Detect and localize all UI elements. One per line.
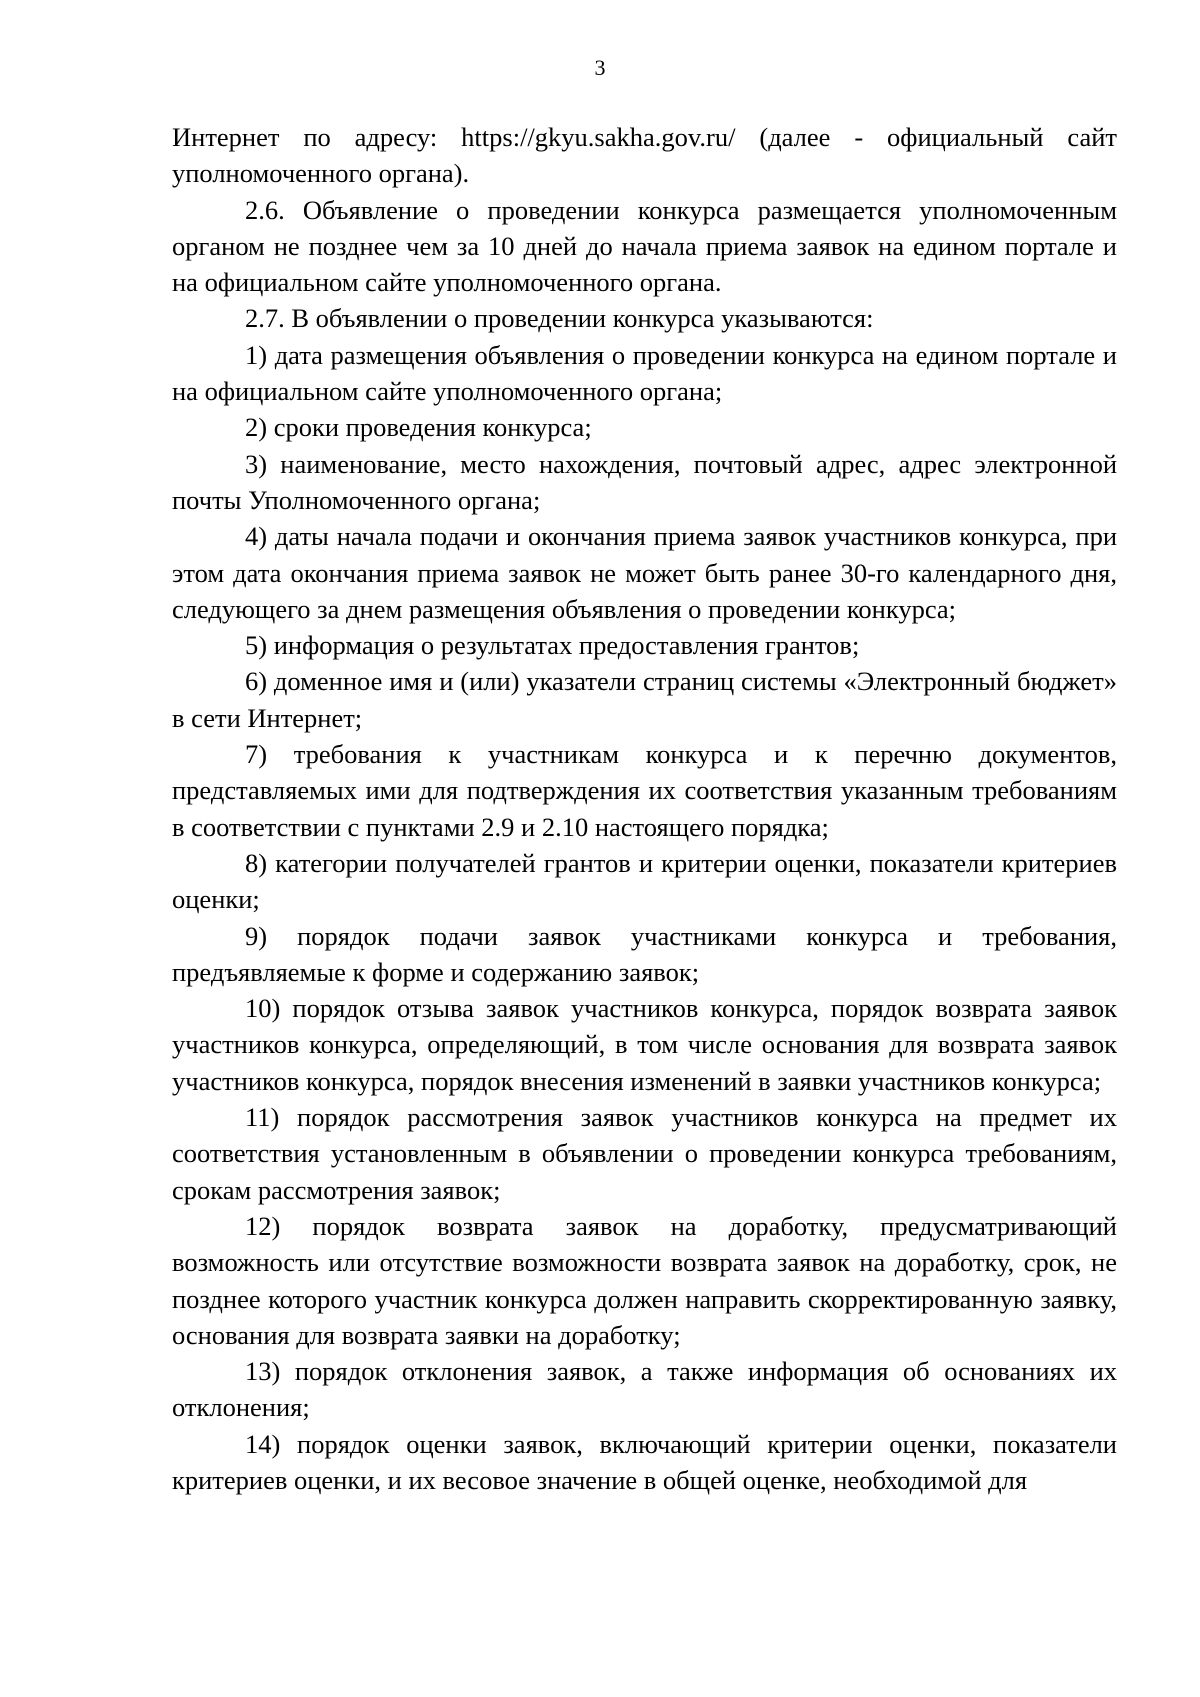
list-item-3: 3) наименование, место нахождения, почтовый адрес, адрес электронной почты Уполномоченного органа; (172, 448, 1117, 515)
paragraph-2-6: 2.6. Объявление о проведении конкурса размещается уполномоченным органом не позднее чем за 10 дней до начала приема заявок на едином портале и на официальном сайте уполномоченного органа. (172, 194, 1117, 298)
list-item-12: 12) порядок возврата заявок на доработку, предусматривающий возможность или отсутствие возможности возврата заявок на доработку, срок, не позднее которого участник конкурса должен направить скорректированную заявку, основания для возврата заявки на доработку; (172, 1210, 1117, 1350)
list-item-5: 5) информация о результатах предоставления грантов; (245, 630, 860, 661)
list-item-11: 11) порядок рассмотрения заявок участников конкурса на предмет их соответствия установленным в объявлении о проведении конкурса требованиям, срокам рассмотрения заявок; (172, 1102, 1117, 1205)
list-item-4: 4) даты начала подачи и окончания приема заявок участников конкурса, при этом дата окончания приема заявок не может быть ранее 30-го календарного дня, следующего за днем размещения объявления о проведении конкурса; (172, 521, 1117, 624)
list-item-2: 2) сроки проведения конкурса; (245, 412, 592, 443)
paragraph-continuation: Интернет по адресу: https://gkyu.sakha.gov.ru/ (далее - официальный сайт уполномоченного органа). (172, 122, 1117, 189)
list-item-7: 7) требования к участникам конкурса и к перечню документов, представляемых ими для подтверждения их соответствия указанным требованиям в соответствии с пунктами 2.9 и 2.10 настоящего порядка; (172, 739, 1117, 842)
page-number: 3 (594, 55, 606, 80)
list-item-1: 1) дата размещения объявления о проведении конкурса на едином портале и на официальном сайте уполномоченного органа; (172, 339, 1117, 407)
list-item-8: 8) категории получателей грантов и критерии оценки, показатели критериев оценки; (172, 847, 1117, 915)
list-item-6: 6) доменное имя и (или) указатели страниц системы «Электронный бюджет» в сети Интернет; (172, 666, 1117, 733)
list-item-13: 13) порядок отклонения заявок, а также информация об основаниях их отклонения; (172, 1356, 1117, 1423)
paragraph-2-7: 2.7. В объявлении о проведении конкурса указываются: (245, 303, 874, 334)
list-item-9: 9) порядок подачи заявок участниками конкурса и требования, предъявляемые к форме и содержанию заявок; (172, 920, 1117, 987)
document-body (172, 119, 1117, 1498)
list-item-10: 10) порядок отзыва заявок участников конкурса, порядок возврата заявок участников конкурса, определяющий, в том числе основания для возврата заявок участников конкурса, порядок внесения изменений в заявки участников конкурса; (172, 993, 1117, 1096)
list-item-14: 14) порядок оценки заявок, включающий критерии оценки, показатели критериев оценки, и их весовое значение в общей оценке, необходимой для (172, 1428, 1117, 1495)
